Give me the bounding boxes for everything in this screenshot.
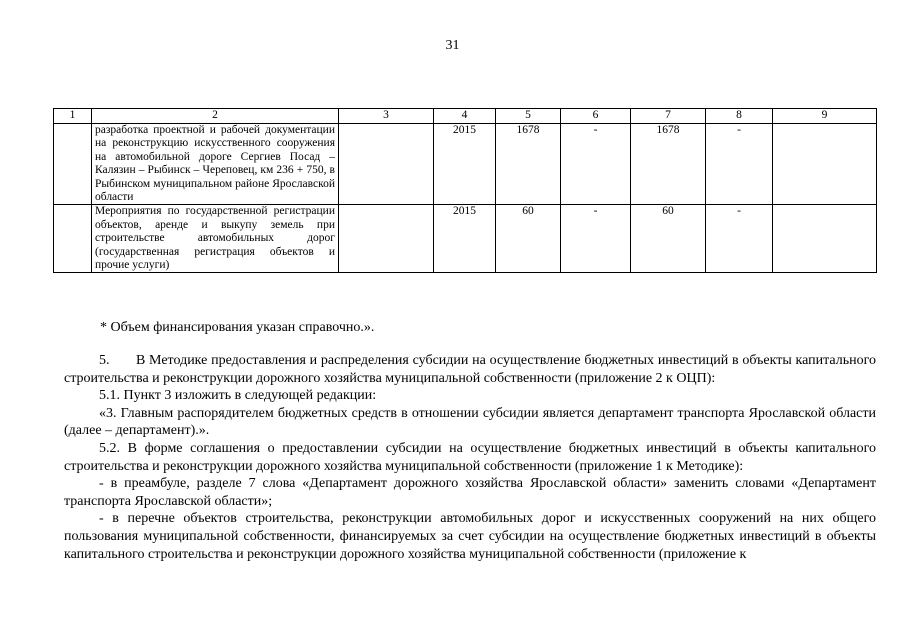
paragraph: - в преамбуле, разделе 7 слова «Департамент дорожного хозяйства Ярославской области» заменить словами «Департамент транспорта Ярославской области»;: [64, 476, 876, 509]
column-number-row: [54, 109, 877, 124]
paragraph: 5.1. Пункт 3 изложить в следующей редакции:: [99, 388, 377, 404]
footnote: * Объем финансирования указан справочно.».: [100, 320, 375, 335]
table-row: [54, 205, 877, 273]
column-number: 3: [339, 109, 434, 124]
table-cell: [54, 124, 92, 205]
column-number: 5: [496, 109, 561, 124]
paragraph: 5. В Методике предоставления и распределения субсидии на осуществление бюджетных инвестиций в объекты капитального строительства и реконструкции дорожного хозяйства муниципальной собственности (приложение 2 к ОЦП):: [64, 353, 880, 386]
paragraph: 5.2. В форме соглашения о предоставлении субсидии на осуществление бюджетных инвестиций в объекты капитального строительства и реконструкции дорожного хозяйства муниципальной собственности (приложение 1 к Методике):: [64, 440, 876, 474]
table-cell-amount: -: [561, 124, 631, 205]
column-number: 7: [631, 109, 706, 124]
table-cell: [339, 205, 434, 273]
column-number: 6: [561, 109, 631, 124]
table-cell-year: 2015: [434, 124, 496, 205]
table-cell: [773, 124, 877, 205]
paragraph: «3. Главным распорядителем бюджетных средств в отношении субсидии является департамент транспорта Ярославской области (далее – департамент).».: [64, 405, 876, 439]
table-cell-year: 2015: [434, 205, 496, 273]
table-cell-amount: 1678: [631, 124, 706, 205]
table-cell-amount: -: [561, 205, 631, 273]
table-cell: [773, 205, 877, 273]
table-cell: [54, 205, 92, 273]
column-number: 1: [54, 109, 92, 124]
body-text: [64, 352, 880, 563]
budget-table: [53, 108, 877, 273]
column-number: 8: [706, 109, 773, 124]
table-cell-amount: 60: [496, 205, 561, 273]
table-cell-amount: 1678: [496, 124, 561, 205]
table-row: [54, 124, 877, 205]
table-cell-amount: -: [706, 124, 773, 205]
column-number: 2: [92, 109, 339, 124]
table-cell-amount: -: [706, 205, 773, 273]
table-cell-description: Мероприятия по государственной регистрации объектов, аренде и выкупу земель при строительстве автомобильных дорог (государственная регистрация объектов и прочие услуги): [92, 205, 339, 273]
column-number: 9: [773, 109, 877, 124]
table-cell: [339, 124, 434, 205]
table-cell-description: разработка проектной и рабочей документации на реконструкцию искусственного сооружения на автомобильной дороге Сергиев Посад – Калязин – Рыбинск – Череповец, км 236 + 750, в Рыбинском муниципальном районе Ярославской области: [92, 124, 339, 205]
page-number: 31: [445, 38, 460, 53]
column-number: 4: [434, 109, 496, 124]
paragraph: - в перечне объектов строительства, реконструкции автомобильных дорог и искусственных сооружений на них общего пользования муниципальной собственности, финансируемых за счет субсидии на осуществление бюджетных инвестиций в объекты капитального строительства и реконструкции дорожного хозяйства муниципальной собственности (приложение к: [64, 511, 876, 562]
table-cell-amount: 60: [631, 205, 706, 273]
